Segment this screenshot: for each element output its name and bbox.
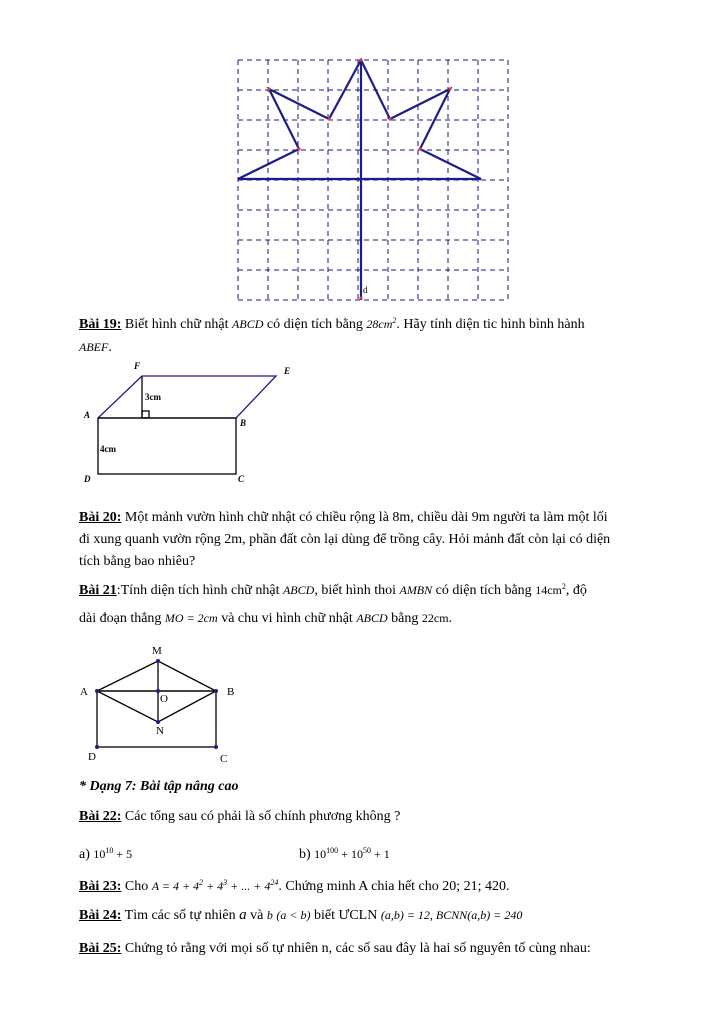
bai22-b-plus: + 10 (341, 847, 363, 861)
bai19-text2: có diện tích bằng (266, 317, 363, 332)
bai22-a-base: 10 (93, 847, 106, 861)
bai19-abef: ABEF (79, 340, 109, 354)
bai22-b-exp1: 100 (326, 846, 339, 855)
bai21-text2: , biết hình thoi (314, 583, 396, 598)
parallelogram-abef (98, 376, 276, 418)
label-A: A (84, 410, 91, 420)
bai20-line1: Một mảnh vườn hình chữ nhật có chiều rộng là 8m, chiều dài 9m người ta làm một lối (124, 510, 608, 525)
bai24-text1: Tìm các số tự nhiên (124, 908, 236, 923)
bai21-ambn: AMBN (399, 583, 433, 597)
bai23-text1: Cho (124, 879, 149, 894)
dang7-heading: * Dạng 7: Bài tập nâng cao (79, 779, 239, 794)
label-C2: C (220, 753, 228, 765)
bai21-abcd2: ABCD (356, 611, 388, 625)
bai22-b-rest: + 1 (373, 847, 390, 861)
label-F: F (134, 361, 141, 371)
bai23-expr-start: A = 4 + 4 (151, 879, 200, 893)
bai21-text6: và chu vi hình chữ nhật (221, 611, 353, 626)
bai22-a-exp: 10 (105, 846, 114, 855)
bai25-label: Bài 25: (79, 941, 122, 956)
label-C: C (238, 474, 245, 484)
bai21-area-exp: 2 (561, 582, 566, 591)
bai23-e3: 3 (223, 878, 228, 887)
bai21-text7: bằng (391, 611, 419, 626)
bai23-e2: 2 (199, 878, 204, 887)
label-A2: A (80, 686, 88, 698)
bai23-text2: . Chứng minh A chia hết cho 20; 21; 420. (278, 879, 510, 894)
bai24-expr: (a,b) = 12, BCNN(a,b) = 240 (380, 908, 523, 922)
bai20-line2: đi xung quanh vườn rộng 2m, phần đất còn lại dùng để trồng cây. Hỏi mảnh đất còn lại có diện (79, 532, 611, 547)
bai21-label: Bài 21 (79, 583, 117, 598)
bai19-parallelogram-figure (80, 360, 300, 490)
bai21-text5: dài đoạn thẳng (79, 611, 162, 626)
bai21-text4: , độ (565, 583, 587, 598)
bai22-paragraph (79, 806, 679, 828)
bai20-label: Bài 20: (79, 510, 122, 525)
bai24-text2: biết ƯCLN (313, 908, 378, 923)
label-E: E (284, 366, 291, 376)
label-O: O (160, 693, 168, 705)
bai21-area: 14cm (535, 583, 562, 597)
bai19-area-exp: 2 (392, 316, 397, 325)
bai22-b (299, 840, 390, 866)
bai22-b-prefix: b) (299, 847, 311, 862)
bai19-end: . (108, 340, 112, 355)
bai21-line2 (79, 607, 699, 630)
label-D: D (84, 474, 91, 484)
bai19-text1: Biết hình chữ nhật (124, 317, 229, 332)
bai22-b-base1: 10 (314, 847, 327, 861)
bai23-paragraph (79, 872, 699, 898)
bai24-paragraph (79, 904, 699, 927)
bai21-text1: :Tính diện tích hình chữ nhật (116, 583, 280, 598)
bai24-label: Bài 24: (79, 908, 122, 923)
bai24-a: a (239, 907, 247, 923)
bai22-text: Các tổng sau có phải là số chính phương không ? (124, 809, 401, 824)
bai19-paragraph (79, 310, 679, 359)
bai24-cond: (a < b) (276, 908, 311, 922)
bai19-text3: . Hãy tính diện tic hình bình hành (396, 317, 585, 332)
label-3cm: 3cm (145, 392, 161, 402)
rectangle-abcd (98, 418, 236, 474)
bai21-end: . (448, 611, 453, 626)
bai22-label: Bài 22: (79, 809, 122, 824)
label-4cm: 4cm (100, 444, 116, 454)
bai21-mo: MO = 2cm (164, 611, 218, 625)
bai19-abcd: ABCD (232, 317, 264, 331)
bai22-a-rest: + 5 (116, 847, 133, 861)
bai21-perim: 22cm (421, 611, 449, 625)
d-label: d (363, 285, 368, 295)
label-M: M (152, 645, 162, 657)
bai20-paragraph (79, 507, 689, 573)
bai23-label: Bài 23: (79, 879, 122, 894)
bai21-rhombus-figure (76, 640, 246, 770)
bai19-area: 28cm (366, 317, 393, 331)
bai23-e24: 24 (270, 878, 279, 887)
label-B2: B (227, 686, 235, 698)
bai21-abcd: ABCD (282, 583, 315, 597)
bai24-va: và (250, 908, 264, 923)
label-N: N (156, 725, 164, 737)
bai21-line1 (79, 576, 699, 602)
bai23-mid2: + ... + 4 (227, 879, 271, 893)
bai19-label: Bài 19: (79, 317, 122, 332)
grid-leaf-figure (230, 52, 520, 307)
right-angle-mark (142, 411, 149, 418)
label-D2: D (88, 751, 96, 763)
bai24-b: b (266, 908, 273, 922)
bai22-a-prefix: a) (79, 847, 90, 862)
bai25-paragraph (79, 938, 709, 960)
bai22-a (79, 840, 132, 866)
bai23-mid1: + 4 (203, 879, 224, 893)
bai21-text3: có diện tích bằng (435, 583, 532, 598)
bai20-line3: tích bằng bao nhiêu? (79, 554, 196, 569)
bai22-b-exp2: 50 (362, 846, 371, 855)
bai25-text: Chứng tỏ rằng với mọi số tự nhiên n, các số sau đây là hai số nguyên tố cùng nhau: (124, 941, 591, 956)
label-B: B (240, 418, 247, 428)
